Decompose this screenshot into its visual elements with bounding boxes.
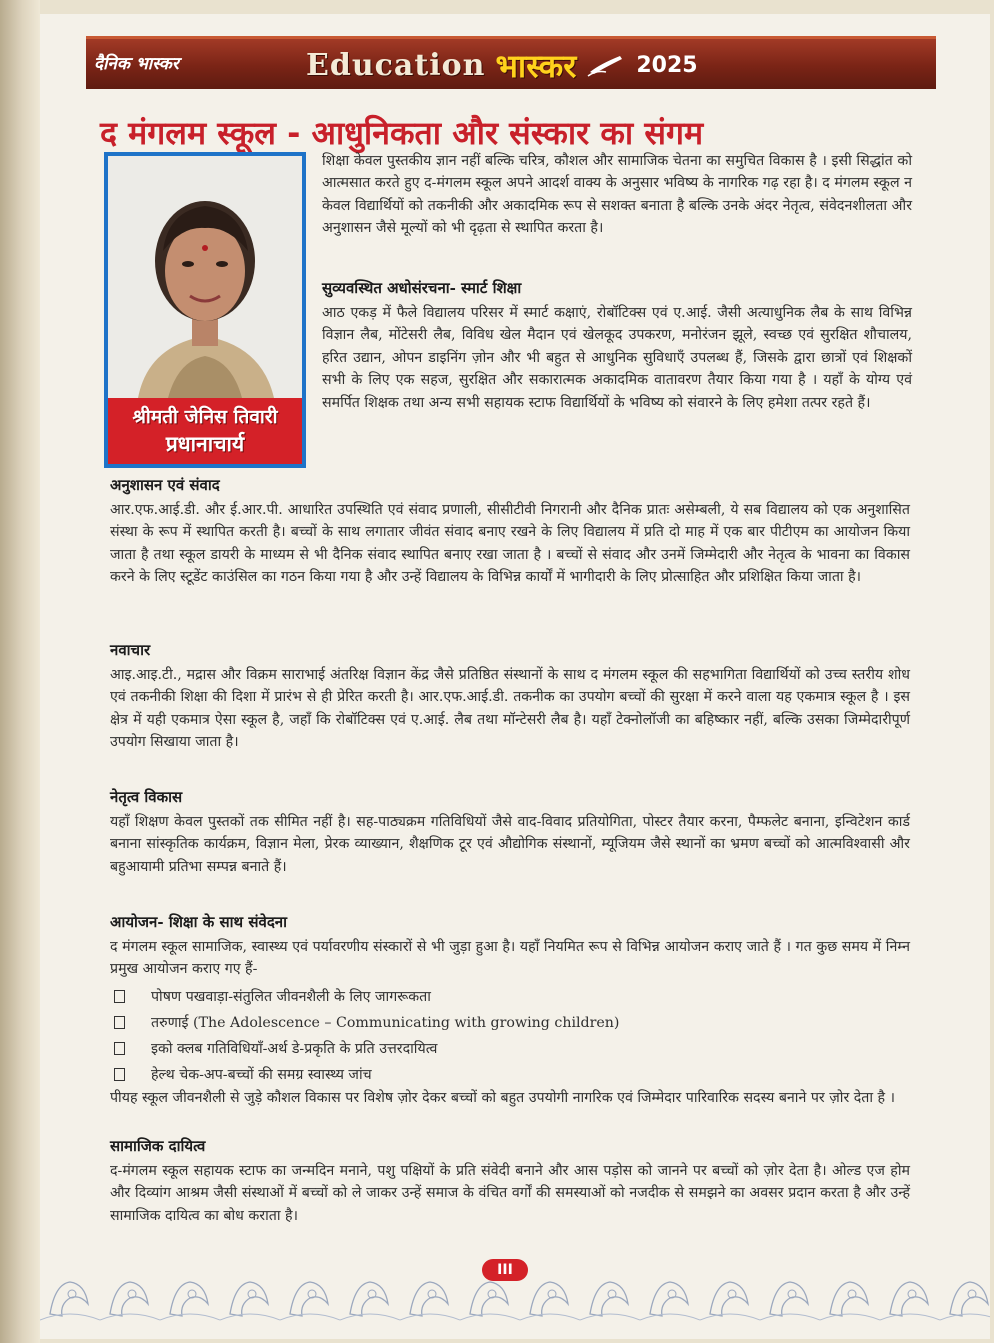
checkbox-square-icon xyxy=(114,1068,125,1081)
principal-photo-frame xyxy=(104,152,306,468)
banner-left-brand: दैनिक भास्कर xyxy=(94,54,179,74)
list-item xyxy=(110,1061,910,1087)
events-paragraph: द मंगलम स्कूल सामाजिक, स्वास्थ्य एवं पर्यावरणीय संस्कारों से भी जुड़ा हुआ है। यहाँ नियमित रूप से विभिन्न आयोजन कराए जाते हैं । गत कुछ समय में निम्न प्रमुख आयोजन कराए गए हैं- xyxy=(110,939,910,978)
checkbox-square-icon xyxy=(114,1042,125,1055)
banner-education-word: Education xyxy=(306,47,486,83)
checkbox-square-icon xyxy=(114,990,125,1003)
heading-leadership: नेतृत्व विकास xyxy=(110,788,183,806)
heading-social: सामाजिक दायित्व xyxy=(110,1137,206,1155)
principal-photo xyxy=(108,156,302,398)
social-paragraph: द-मंगलम स्कूल सहायक स्टाफ का जन्मदिन मनाने, पशु पक्षियों के प्रति संवेदी बनाने और आस पड़ोस को जानने पर बच्चों को ज़ोर देता है। ओल्ड एज होम और दिव्यांग आश्रम जैसी संस्थाओं में बच्चों को ले जाकर उन्हें समाज के वंचित वर्गों की समस्याओं को नजदीक से समझने का अवसर प्रदान करता है और उन्हें सामाजिक दायित्व का बोध कराता है। xyxy=(110,1163,910,1224)
innovation-paragraph: आइ.आइ.टी., मद्रास और विक्रम साराभाई अंतरिक्ष विज्ञान केंद्र जैसे प्रतिष्ठित संस्थानों के साथ द मंगलम स्कूल की सहभागिता विद्यार्थियों को उच्च स्तरीय शोध एवं तकनीकी शिक्षा की दिशा में प्रारंभ से ही प्रेरित करती है। आर.एफ.आई.डी. तकनीक का उपयोग बच्चों की सुरक्षा में करने वाला यह एकमात्र स्कूल है । इस क्षेत्र में यही एकमात्र ऐसा स्कूल है, जहाँ कि रोबॉटिक्स एवं ए.आई. लैब तथा मॉन्टेसरी लैब है। यहाँ टेक्नोलॉजी का बहिष्कार नहीं, बल्कि उसका जिम्मेदारीपूर्ण उपयोग सिखाया जाता है। xyxy=(110,667,910,751)
intro-paragraph: शिक्षा केवल पुस्तकीय ज्ञान नहीं बल्कि चरित्र, कौशल और सामाजिक चेतना का समुचित विकास है । इसी सिद्धांत को आत्मसात करते हुए द-मंगलम स्कूल अपने आदर्श वाक्य के अनुसार भविष्य के नागरिक गढ़ रहा है। द मंगलम स्कूल न केवल विद्यार्थियों को तकनीकी और अकादमिक रूप से सशक्त बनाता है बल्कि उनके अंदर नेतृत्व, संवेदनशीलता और अनुशासन जैसे मूल्यों को भी दृढ़ता से स्थापित करता है। xyxy=(322,153,912,237)
book-spine xyxy=(0,0,40,1343)
page-number: III xyxy=(482,1259,528,1281)
list-item xyxy=(110,1009,910,1035)
list-item xyxy=(110,983,910,1009)
list-item-text: पोषण पखवाड़ा-संतुलित जीवनशैली के लिए जागरूकता xyxy=(151,988,431,1005)
list-item-text: इको क्लब गतिविधियाँ-अर्थ डे-प्रकृति के प्रति उत्तरदायित्व xyxy=(151,1040,438,1057)
banner-masthead xyxy=(306,43,698,87)
heading-discipline: अनुशासन एवं संवाद xyxy=(110,476,220,494)
leadership-paragraph: यहाँ शिक्षण केवल पुस्तकों तक सीमित नहीं है। सह-पाठ्यक्रम गतिविधियों जैसे वाद-विवाद प्रतियोगिता, पोस्टर तैयार करना, पैम्फलेट बनाना, इन्विटेशन कार्ड बनाना सांस्कृतिक कार्यक्रम, विज्ञान मेला, प्रेरक व्याख्यान, शैक्षणिक टूर एवं औद्योगिक संस्थानों, म्यूजियम जैसे स्थानों का भ्रमण बच्चों को आत्मविश्वासी और बहुआयामी प्रतिभा सम्पन्न बनाते हैं। xyxy=(110,814,910,875)
list-item-text: तरुणाई (The Adolescence – Communicating with growing children) xyxy=(151,1014,620,1031)
events-list xyxy=(110,983,910,1087)
pen-icon xyxy=(586,52,626,78)
header-banner xyxy=(86,36,936,89)
discipline-paragraph: आर.एफ.आई.डी. और ई.आर.पी. आधारित उपस्थिति एवं संवाद प्रणाली, सीसीटीवी निगरानी और दैनिक प्रातः असेम्बली, ये सब विद्यालय को एक अनुशासित संस्था के रूप में स्थापित करती है। बच्चों के साथ लगातार जीवंत संवाद बनाए रखने के लिए विद्यालय में प्रति दो माह में एक बार पीटीएम का आयोजन किया जाता है तथा स्कूल डायरी के माध्यम से भी दैनिक संवाद स्थापित बनाए रखा जाता है । बच्चों से संवाद और उनमें जिम्मेदारी और नेतृत्व के भावना का विकास करने के लिए स्टूडेंट काउंसिल का गठन किया गया है और उन्हें विद्यालय के विभिन्न कार्यों में भागीदारी के लिए प्रोत्साहित और प्रशिक्षित किया जाता है। xyxy=(110,502,910,586)
heading-innovation: नवाचार xyxy=(110,641,151,659)
list-item xyxy=(110,1035,910,1061)
checkbox-square-icon xyxy=(114,1016,125,1029)
banner-year: 2025 xyxy=(636,52,698,78)
list-item-text: हेल्थ चेक-अप-बच्चों की समग्र स्वास्थ्य जांच xyxy=(151,1066,372,1083)
page-title: द मंगलम स्कूल - आधुनिकता और संस्कार का संगम xyxy=(100,114,704,153)
portrait-illustration xyxy=(108,156,302,398)
heading-infrastructure: सुव्यवस्थित अधोसंरचना- स्मार्ट शिक्षा xyxy=(322,279,522,297)
principal-role: प्रधानाचार्य xyxy=(165,432,245,456)
heading-events: आयोजन- शिक्षा के साथ संवेदना xyxy=(110,913,287,931)
banner-brand-word: भास्कर xyxy=(495,46,577,85)
events-after-paragraph: पीयह स्कूल जीवनशैली से जुड़े कौशल विकास पर विशेष ज़ोर देकर बच्चों को बहुत उपयोगी नागरिक एवं जिम्मेदार पारिवारिक सदस्य बनाने पर ज़ोर देता है । xyxy=(110,1090,895,1106)
principal-caption xyxy=(108,398,302,464)
principal-name: श्रीमती जेनिस तिवारी xyxy=(132,406,278,428)
infrastructure-paragraph: आठ एकड़ में फैले विद्यालय परिसर में स्मार्ट कक्षाएं, रोबॉटिक्स एवं ए.आई. जैसी अत्याधुनिक लैब के साथ विभिन्न विज्ञान लैब, मोंटेसरी लैब, विविध खेल मैदान एवं खेलकूद उपकरण, मनोरंजन झूले, स्वच्छ एवं सुरक्षित शौचालय, हरित उद्यान, ओपन डाइनिंग ज़ोन और भी बहुत से आधुनिक सुविधाएँ उपलब्ध हैं, जिसके द्वारा छात्रों एवं शिक्षकों सभी के लिए एक सहज, सुरक्षित और सकारात्मक अकादमिक वातावरण तैयार किया गया है । यहाँ के योग्य एवं समर्पित शिक्षक तथा अन्य सभी सहायक स्टाफ विद्यार्थियों के भविष्य को संवारने के लिए हमेशा तत्पर रहते हैं। xyxy=(322,305,912,411)
